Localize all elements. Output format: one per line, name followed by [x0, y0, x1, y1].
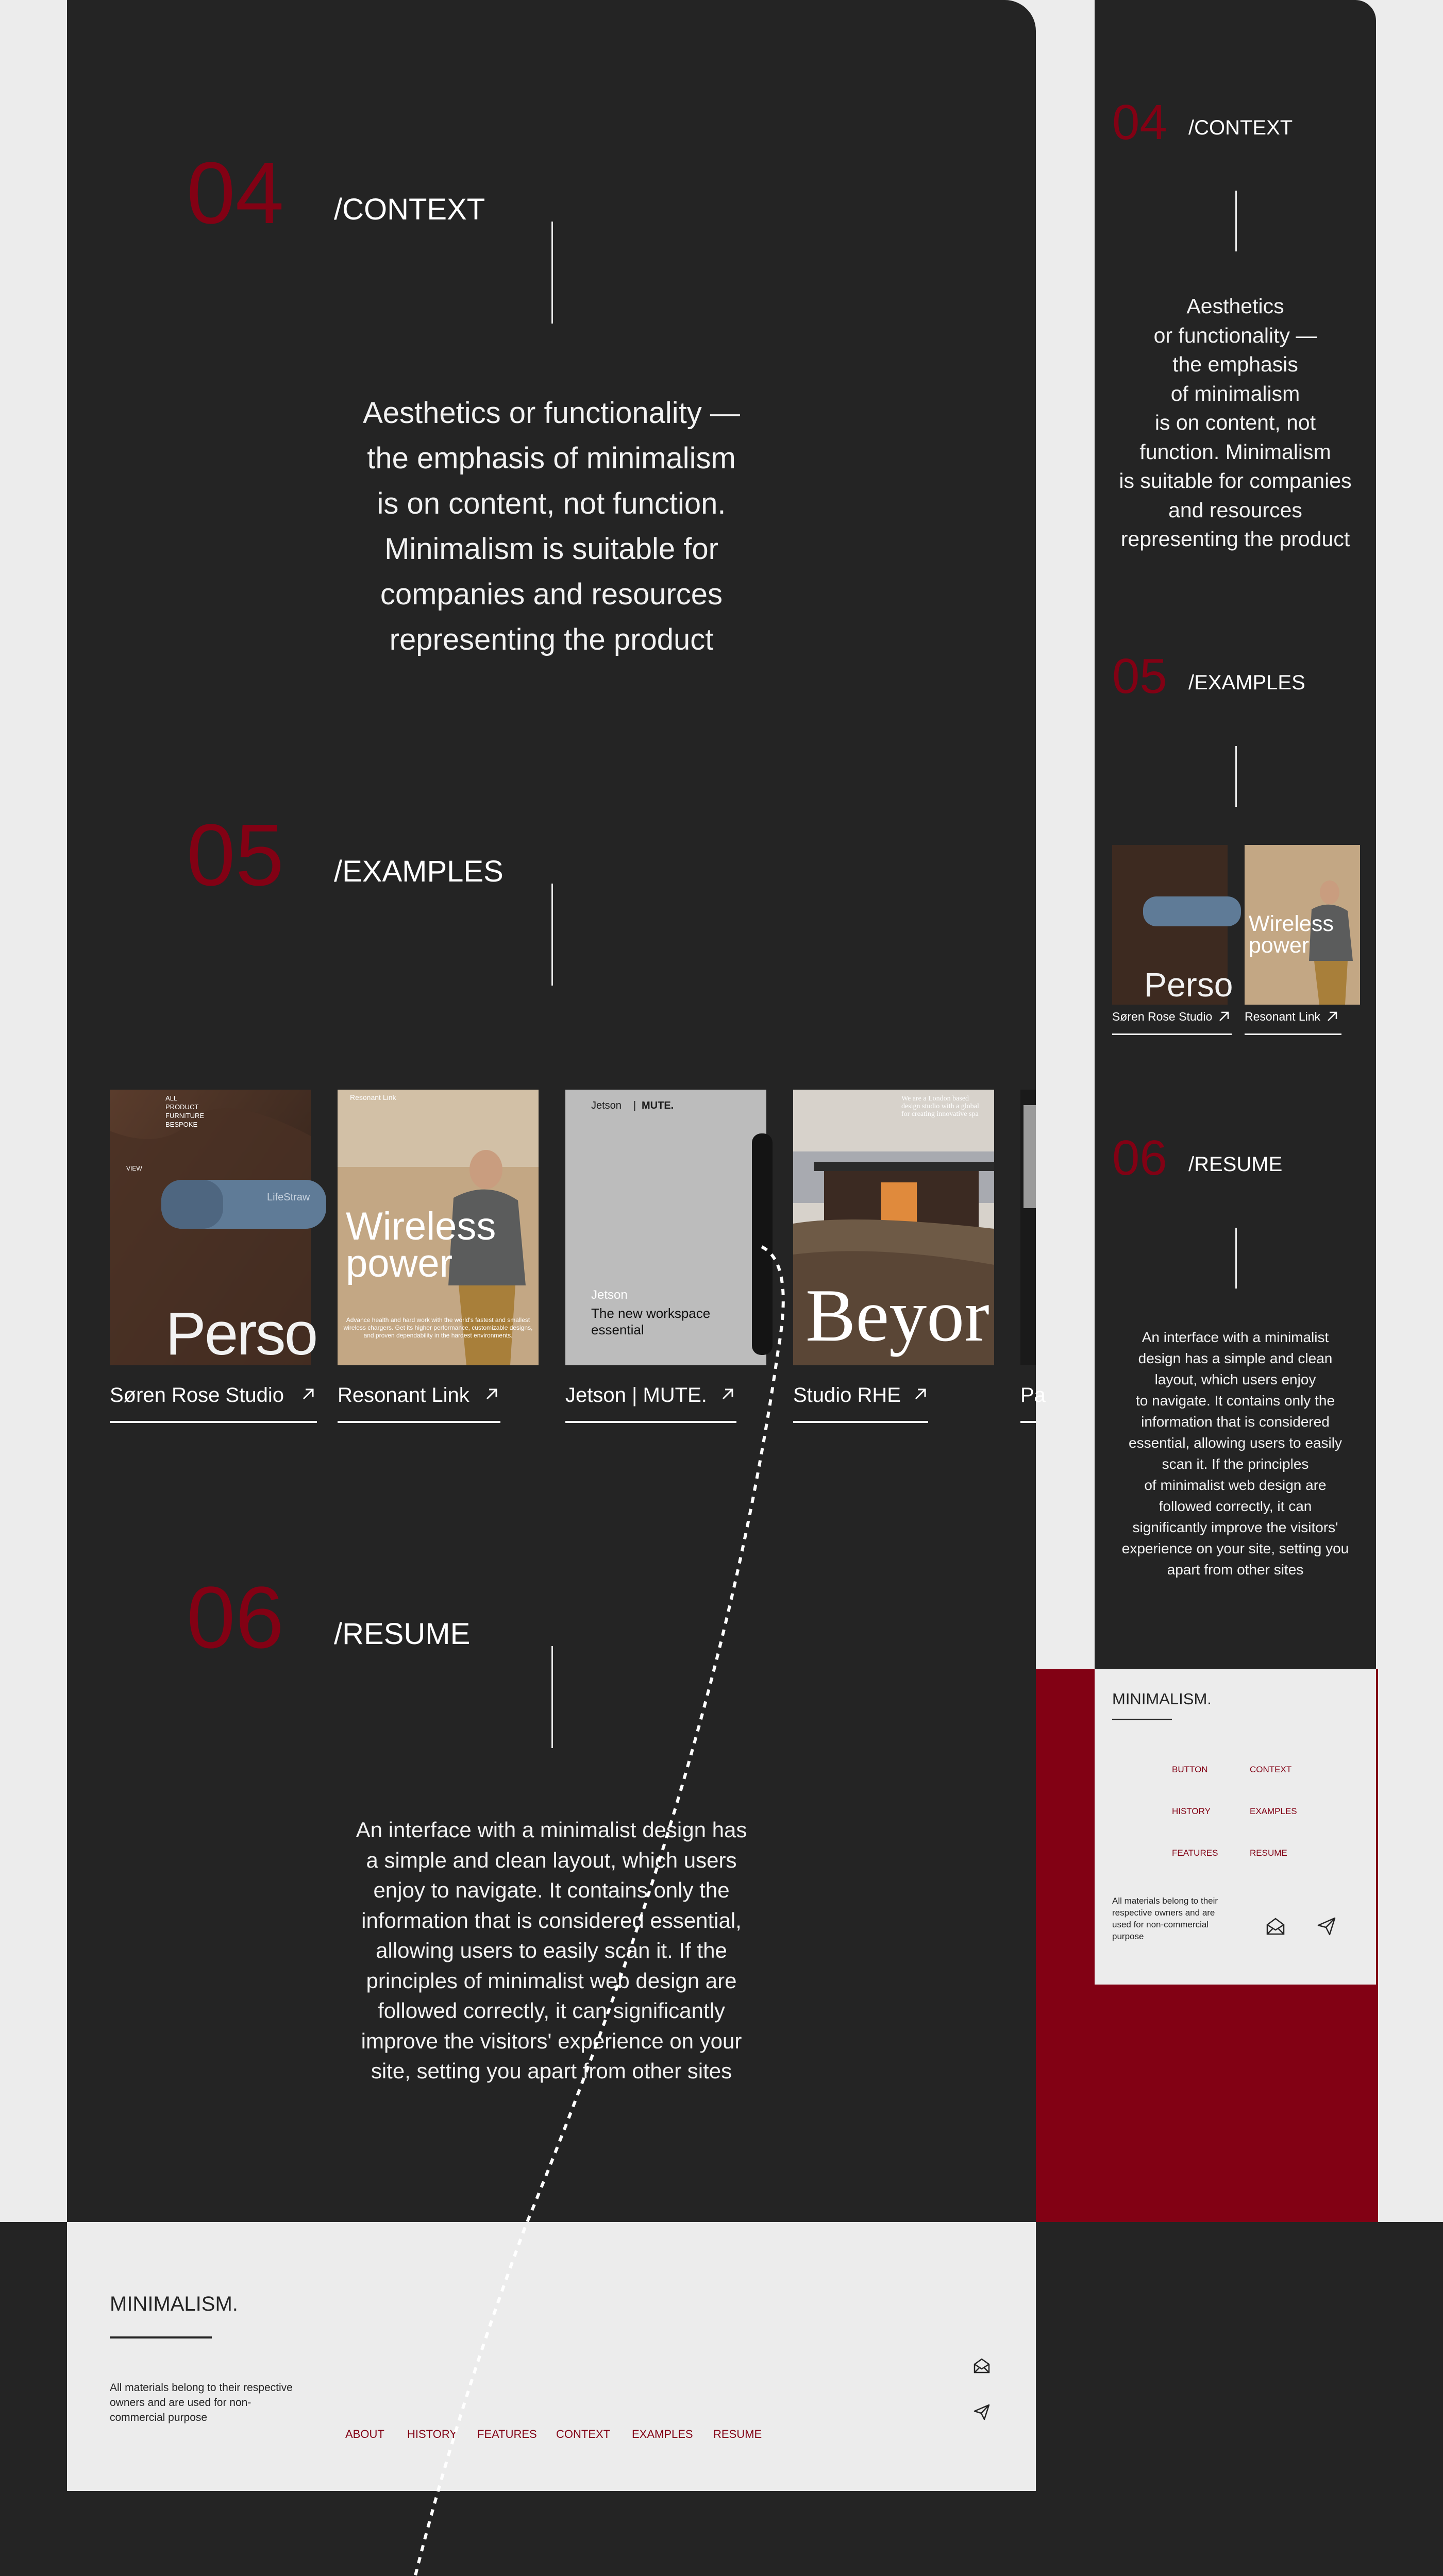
card-logo-separator: |: [633, 1100, 636, 1111]
side-example-card-resonant[interactable]: [1245, 845, 1360, 1005]
section-title-resume: /RESUME: [334, 1617, 471, 1651]
card-logo-jetson: Jetson: [591, 1100, 622, 1111]
card-view-label: VIEW: [126, 1165, 142, 1172]
divider-line: [1235, 1228, 1237, 1289]
section-number-resume: 06: [187, 1569, 284, 1667]
side-section-number-context: 04: [1112, 95, 1167, 150]
side-section-title-resume: /RESUME: [1188, 1153, 1283, 1176]
side-resume-paragraph: An interface with a minimalist design has a simple and clean layout, which users enjoy to navigate. It contains only the information that is considered essential, allowing users to easily scan it. If the principles of minimalist web design are followed correctly, it can significantly improve the visitors' experience on your site, setting you apart from other sites: [1121, 1329, 1349, 1578]
side-example-card-soren[interactable]: [1112, 845, 1233, 1005]
side-context-paragraph: Aesthetics or functionality — the emphasis of minimalism is on content, not function. Minimalism is suitable for companies and resources representing the product: [1119, 294, 1352, 551]
side-footer-brand[interactable]: MINIMALISM.: [1112, 1690, 1212, 1708]
card-big-word: Wireless power: [346, 1205, 496, 1285]
example-link-label[interactable]: Pa: [1020, 1384, 1046, 1406]
side-example-link-label[interactable]: Søren Rose Studio: [1112, 1010, 1213, 1023]
footer-link-context[interactable]: CONTEXT: [556, 2428, 611, 2441]
side-section-number-resume: 06: [1112, 1130, 1167, 1185]
section-title-context: /CONTEXT: [334, 193, 485, 226]
side-example-underline: [1245, 1033, 1341, 1035]
footer-link-about[interactable]: ABOUT: [345, 2428, 384, 2441]
side-footer-brand-underline: [1112, 1719, 1172, 1720]
card-big-word: Wireless power: [1249, 911, 1334, 958]
section-number-examples: 05: [187, 806, 284, 904]
footer-link-features[interactable]: FEATURES: [477, 2428, 537, 2441]
card-big-word: Perso: [165, 1300, 317, 1368]
side-footer-link-examples[interactable]: EXAMPLES: [1250, 1806, 1297, 1816]
side-footer-link-context[interactable]: CONTEXT: [1250, 1765, 1292, 1774]
side-example-link-label[interactable]: Resonant Link: [1245, 1010, 1321, 1023]
context-paragraph: Aesthetics or functionality — the emphasis of minimalism is on content, not function. Minimalism is suitable for companies and resources representing the product: [363, 396, 740, 656]
example-link-label[interactable]: Studio RHE: [793, 1384, 901, 1406]
card-big-word: Perso: [1144, 965, 1233, 1004]
side-section-title-examples: /EXAMPLES: [1188, 671, 1305, 694]
card-small-text: Advance health and hard work with the world's fastest and smallest wireless chargers. Get its higher performance, customizable designs, and proven dependability in the hardest environments.: [343, 1316, 533, 1339]
card-big-word: Beyor: [806, 1274, 989, 1357]
mail-icon[interactable]: [1266, 1917, 1285, 1936]
card-logo-mute: MUTE.: [642, 1100, 674, 1111]
divider-line: [1235, 746, 1237, 807]
side-example-underline: [1112, 1033, 1232, 1035]
section-number-context: 04: [187, 144, 284, 242]
divider-line: [1235, 191, 1237, 251]
footer-link-examples[interactable]: EXAMPLES: [632, 2428, 693, 2441]
card-menu: ALL PRODUCT FURNITURE BESPOKE: [165, 1094, 205, 1128]
card-blurb: We are a London based design studio with a global for creating innovative spa: [901, 1095, 979, 1118]
arrow-up-right-icon: [1218, 1011, 1230, 1022]
side-footer-legal: All materials belong to their respective owners and are used for non-commercial purpose: [1112, 1896, 1218, 1941]
side-footer-link-button[interactable]: BUTTON: [1172, 1765, 1208, 1774]
send-icon[interactable]: [1317, 1917, 1336, 1936]
side-section-number-examples: 05: [1112, 649, 1167, 704]
example-link-label[interactable]: Resonant Link: [338, 1384, 469, 1406]
example-link-label[interactable]: Jetson | MUTE.: [565, 1384, 707, 1406]
section-title-examples: /EXAMPLES: [334, 855, 504, 888]
footer-legal: All materials belong to their respective owners and are used for non- commercial purpose: [110, 2382, 293, 2424]
footer-link-history[interactable]: HISTORY: [407, 2428, 457, 2441]
card-tagline: The new workspace essential: [591, 1306, 711, 1337]
example-link-label[interactable]: Søren Rose Studio: [110, 1384, 284, 1406]
side-footer-link-resume[interactable]: RESUME: [1250, 1848, 1287, 1858]
resume-paragraph: An interface with a minimalist design has a simple and clean layout, which users enjoy to navigate. It contains only the information that is considered essential, allowing users to easily scan it. If the principles of minimalist web design are followed correctly, it can significantly improve the visitors' experience on your site, setting you apart from other sites: [356, 1818, 747, 2083]
footer-brand[interactable]: MINIMALISM.: [110, 2293, 238, 2315]
side-footer-link-features[interactable]: FEATURES: [1172, 1848, 1218, 1858]
side-section-title-context: /CONTEXT: [1188, 116, 1293, 139]
card-logo: Resonant Link: [350, 1093, 396, 1101]
card-product-name: Jetson: [591, 1288, 628, 1302]
side-footer-link-history[interactable]: HISTORY: [1172, 1806, 1211, 1816]
footer-link-resume[interactable]: RESUME: [713, 2428, 762, 2441]
arrow-up-right-icon: [1327, 1011, 1338, 1022]
card-product-tag: LifeStraw: [267, 1192, 310, 1203]
